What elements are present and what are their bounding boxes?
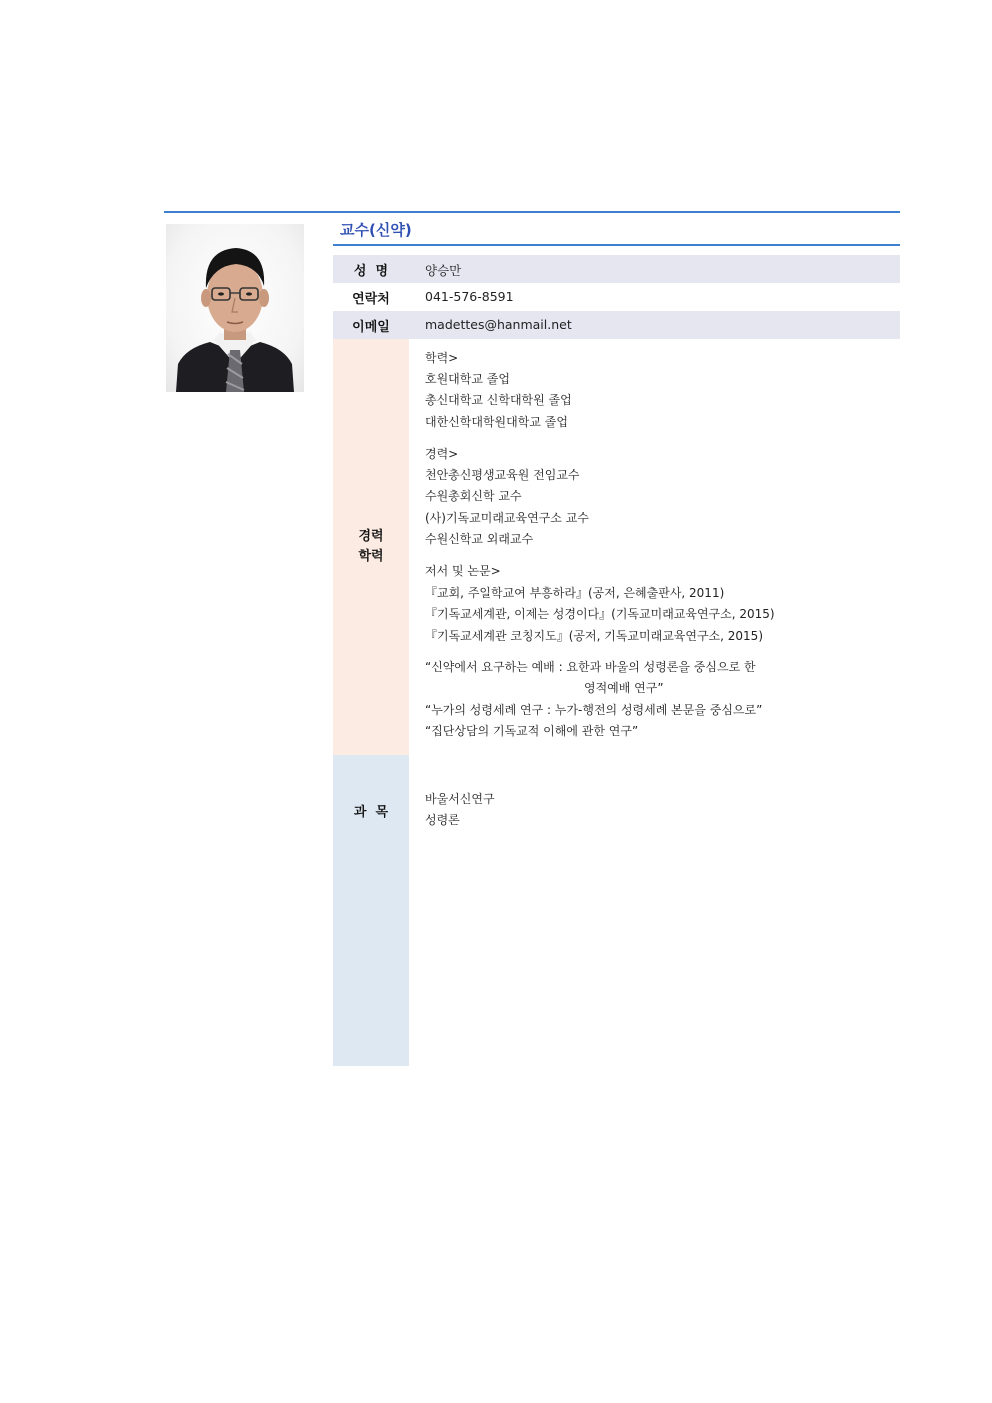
list-item: 『기독교세계관 코칭지도』(공저, 기독교미래교육연구소, 2015)	[425, 629, 764, 643]
email-row	[333, 311, 900, 339]
email-label: 이메일	[352, 319, 390, 335]
phone-label: 연락처	[352, 291, 390, 307]
title-divider	[333, 244, 900, 246]
career-label-cell	[333, 339, 409, 755]
phone-value: 041-576-8591	[425, 289, 514, 304]
publications-heading: 저서 및 논문>	[425, 564, 501, 578]
profile-photo	[166, 224, 304, 392]
list-item: 성령론	[425, 813, 460, 827]
course-label-cell	[333, 755, 409, 1066]
career-label: 경력	[358, 529, 384, 544]
list-item: (사)기독교미래교육연구소 교수	[425, 511, 589, 525]
list-item: 천안총신평생교육원 전임교수	[425, 468, 580, 482]
list-item: 총신대학교 신학대학원 졸업	[425, 393, 572, 407]
list-item: “집단상담의 기독교적 이해에 관한 연구”	[425, 724, 639, 738]
name-label: 성 명	[353, 263, 389, 279]
course-label: 과 목	[353, 805, 389, 820]
name-row	[333, 255, 900, 283]
list-item: 대한신학대학원대학교 졸업	[425, 415, 568, 429]
name-value: 양승만	[425, 263, 462, 278]
education-heading: 학력>	[425, 351, 459, 365]
list-item: “누가의 성령세례 연구 : 누가-행전의 성령세례 본문을 중심으로”	[425, 703, 763, 717]
list-item: 수원총회신학 교수	[425, 489, 522, 503]
list-item: 『교회, 주일학교여 부흥하라』(공저, 은혜출판사, 2011)	[425, 586, 725, 600]
list-item: 호원대학교 졸업	[425, 372, 510, 386]
phone-row	[333, 283, 900, 311]
experience-heading: 경력>	[425, 447, 459, 461]
list-item: 바울서신연구	[425, 792, 495, 806]
list-item: 『기독교세계관, 이제는 성경이다』(기독교미래교육연구소, 2015)	[425, 607, 775, 621]
list-item: “신약에서 요구하는 예배 : 요한과 바울의 성령론을 중심으로 한	[425, 660, 756, 674]
education-label: 학력	[358, 549, 384, 564]
top-divider	[164, 211, 900, 213]
page-title: 교수(신약)	[340, 221, 412, 239]
list-item: 수원신학교 외래교수	[425, 532, 534, 546]
list-item: 영적예배 연구”	[584, 681, 664, 695]
email-value[interactable]: madettes@hanmail.net	[425, 317, 572, 332]
